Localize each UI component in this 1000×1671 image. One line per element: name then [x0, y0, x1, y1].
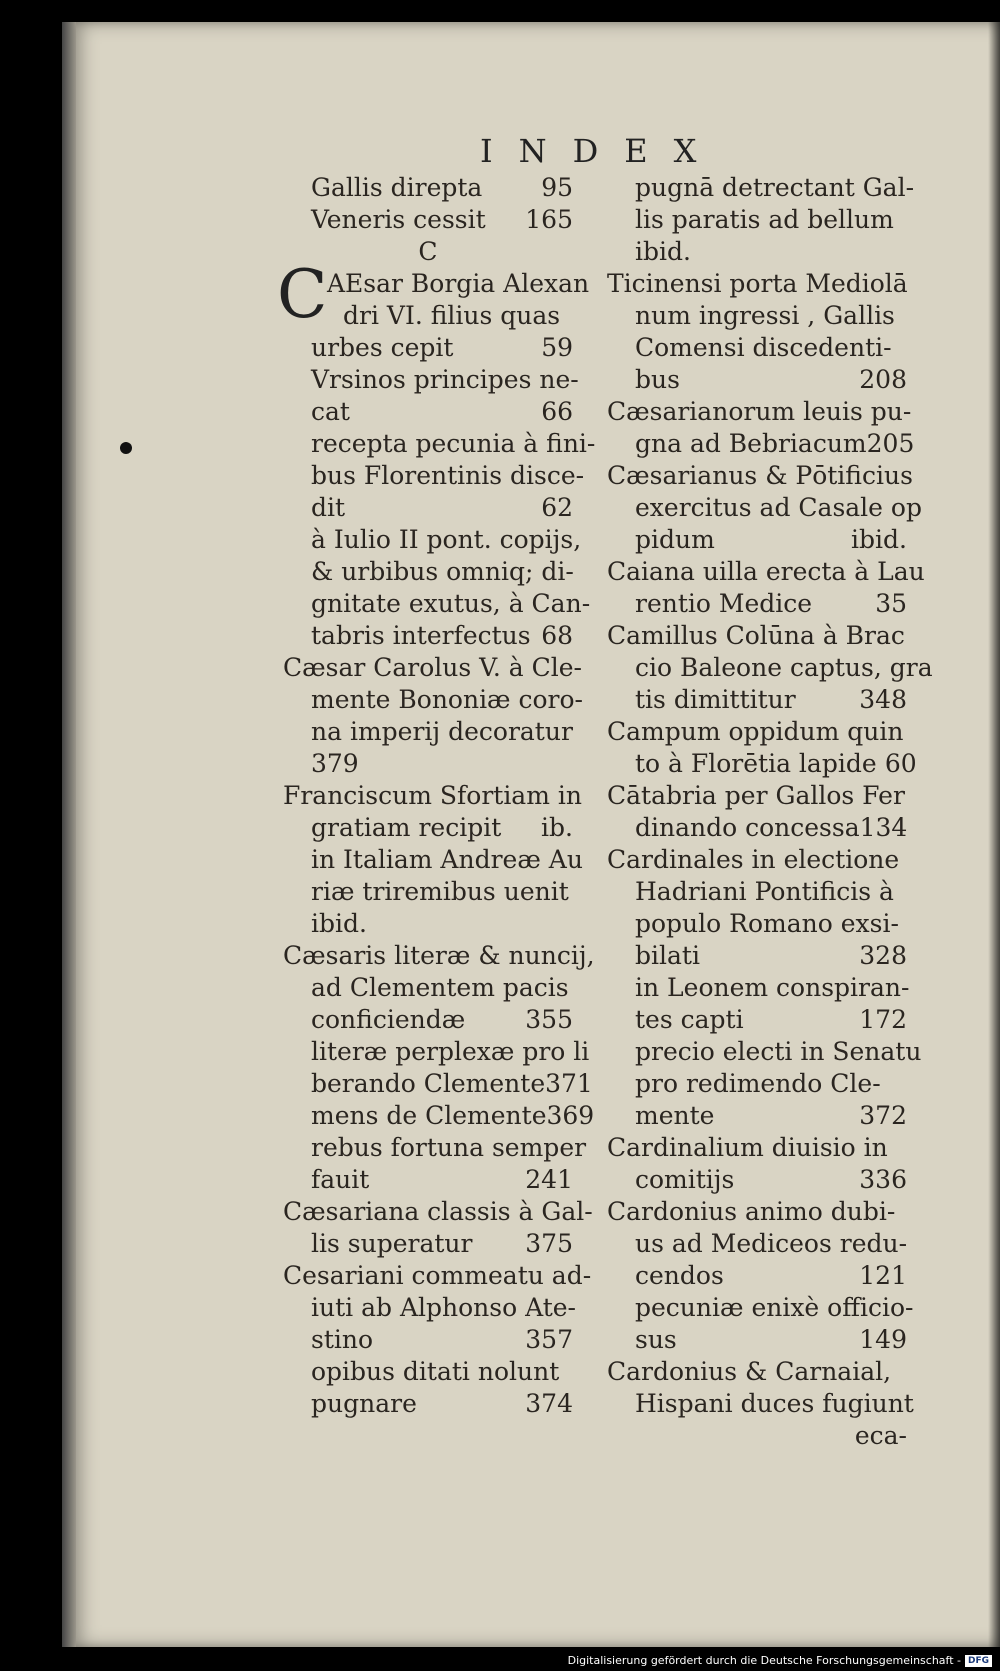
entry-text: Ticinensi porta Mediolā — [607, 269, 908, 298]
index-entry — [283, 940, 595, 972]
entry-text: C — [418, 237, 438, 266]
entry-text: dit — [311, 493, 346, 522]
index-entry — [607, 940, 907, 972]
entry-text: Cardinales in electione — [607, 845, 900, 874]
index-entry — [283, 1132, 587, 1164]
index-entry — [607, 556, 925, 588]
index-entry — [607, 780, 907, 812]
entry-page-number: 134 — [859, 813, 908, 842]
entry-text: gnitate exutus, à Can- — [311, 589, 591, 618]
entry-text: rebus fortuna semper — [311, 1133, 587, 1162]
entry-page-number: 60 — [884, 749, 917, 778]
index-entry — [283, 524, 582, 556]
entry-text: Cæsar Carolus V. à Cle- — [283, 653, 582, 682]
index-entry — [283, 172, 573, 204]
index-entry — [607, 652, 933, 684]
index-entry — [283, 1036, 590, 1068]
entry-page-number: 121 — [859, 1261, 907, 1290]
index-entry — [607, 492, 922, 524]
entry-page-number: 95 — [541, 173, 573, 202]
entry-text: bilati — [635, 941, 700, 970]
index-entry — [607, 1164, 907, 1196]
entry-text: fauit — [311, 1165, 370, 1194]
entry-text: to à Florētia lapide — [635, 749, 877, 778]
entry-text: exercitus ad Casale op — [635, 493, 922, 522]
entry-text: gna ad Bebriacum — [635, 429, 867, 458]
entry-page-number: 62 — [541, 493, 573, 522]
entry-text: Cæsaris literæ & nuncij, — [283, 941, 595, 970]
index-entry — [607, 972, 910, 1004]
entry-text: & urbibus omniq; di- — [311, 557, 574, 586]
entry-page-number: 205 — [866, 429, 915, 458]
index-entry — [607, 396, 912, 428]
entry-text: bus — [635, 365, 680, 394]
entry-text: riæ triremibus uenit — [311, 877, 569, 906]
entry-text: populo Romano exsi- — [635, 909, 899, 938]
entry-text: ibid. — [311, 909, 367, 938]
entry-text: AEsar Borgia Alexan — [327, 269, 590, 298]
entry-page-number: 59 — [541, 333, 573, 362]
entry-text: ibid. — [635, 237, 691, 266]
dfg-logo: DFG — [965, 1655, 992, 1667]
entry-text: mens de Clemente — [311, 1101, 547, 1130]
index-entry — [283, 492, 573, 524]
entry-text: Camillus Colūna à Brac — [607, 621, 905, 650]
index-entry — [607, 300, 907, 332]
index-entry — [607, 1196, 907, 1228]
entry-text: berando Clemente — [311, 1069, 546, 1098]
index-entry — [607, 1356, 907, 1388]
index-entry — [607, 1036, 922, 1068]
entry-page-number: 165 — [525, 205, 573, 234]
entry-text: Gallis direpta — [311, 173, 483, 202]
index-entry — [283, 460, 585, 492]
index-entry — [283, 876, 573, 908]
entry-text: tes capti — [635, 1005, 744, 1034]
entry-page-number: 149 — [859, 1325, 907, 1354]
index-entry — [607, 268, 907, 300]
entry-text: in Italiam Andreæ Au — [311, 845, 583, 874]
entry-text: gratiam recipit — [311, 813, 502, 842]
entry-page-number: 68 — [541, 621, 573, 650]
entry-text: à Iulio II pont. copijs, — [311, 525, 582, 554]
entry-text: pro redimendo Cle- — [635, 1069, 881, 1098]
entry-text: cat — [311, 397, 350, 426]
index-entry — [607, 908, 907, 940]
entry-page-number: 372 — [859, 1101, 907, 1130]
entry-text: recepta pecunia à fini- — [311, 429, 596, 458]
footer-text: Digitalisierung gefördert durch die Deutsche Forschungsgemeinschaft - — [567, 1654, 961, 1667]
entry-page-number: 172 — [859, 1005, 907, 1034]
index-entry — [283, 364, 579, 396]
index-entry — [283, 1228, 573, 1260]
index-entry — [283, 812, 573, 844]
index-entry — [607, 332, 907, 364]
entry-text: iuti ab Alphonso Ate- — [311, 1293, 576, 1322]
drop-cap: C — [277, 256, 328, 333]
entry-text: sus — [635, 1325, 677, 1354]
index-entry — [607, 1004, 907, 1036]
index-entry — [607, 460, 913, 492]
entry-page-number: 375 — [525, 1229, 573, 1258]
entry-text: comitijs — [635, 1165, 735, 1194]
index-entry — [607, 1132, 907, 1164]
entry-page-number: 208 — [859, 365, 907, 394]
entry-text: Cæsarianus & Pōtificius — [607, 461, 913, 490]
entry-text: stino — [311, 1325, 374, 1354]
entry-text: Cardonius & Carnaial, — [607, 1357, 892, 1386]
entry-page-number: 336 — [859, 1165, 907, 1194]
entry-text: rentio Medice — [635, 589, 813, 618]
entry-text: Comensi discedenti- — [635, 333, 892, 362]
index-entry — [283, 1356, 573, 1388]
index-entry — [283, 1292, 576, 1324]
entry-text: tis dimittitur — [635, 685, 796, 714]
entry-text: opibus ditati nolunt — [311, 1357, 560, 1386]
entry-text: pidum — [635, 525, 715, 554]
entry-text: dinando concessa — [635, 813, 860, 842]
index-entry — [607, 364, 907, 396]
entry-text: Hadriani Pontificis à — [635, 877, 894, 906]
index-entry — [283, 908, 573, 940]
entry-page-number: 348 — [859, 685, 907, 714]
index-entry — [283, 652, 582, 684]
index-entry — [283, 1068, 593, 1100]
index-entry — [607, 588, 907, 620]
page-edge — [62, 22, 76, 1647]
index-entry — [607, 812, 907, 844]
index-entry — [607, 204, 907, 236]
index-entry — [607, 1292, 914, 1324]
index-entry — [607, 1068, 907, 1100]
entry-page-number: 66 — [541, 397, 573, 426]
entry-text: precio electi in Senatu — [635, 1037, 922, 1066]
index-entry — [283, 844, 583, 876]
index-entry — [607, 876, 907, 908]
index-entry — [283, 716, 573, 748]
index-entry — [607, 1100, 907, 1132]
index-entry — [283, 620, 573, 652]
entry-text: conficiendæ — [311, 1005, 466, 1034]
entry-text: cio Baleone captus, gra — [635, 653, 933, 682]
entry-text: in Leonem conspiran- — [635, 973, 910, 1002]
entry-text: mente — [635, 1101, 715, 1130]
entry-text: dri VI. filius quas — [343, 301, 561, 330]
index-entry — [283, 588, 591, 620]
entry-text: Caiana uilla erecta à Lau — [607, 557, 925, 586]
index-entry — [283, 780, 582, 812]
entry-text: pugnā detrectant Gal- — [635, 173, 915, 202]
entry-text: tabris interfectus — [311, 621, 531, 650]
entry-text: Veneris cessit — [311, 205, 486, 234]
index-entry — [607, 620, 907, 652]
index-entry — [607, 1388, 914, 1420]
catchword: eca- — [854, 1421, 907, 1450]
index-entry — [607, 748, 917, 780]
index-entry — [283, 684, 584, 716]
index-entry — [283, 1260, 592, 1292]
index-entry — [283, 1388, 573, 1420]
entry-page-number: 355 — [525, 1005, 573, 1034]
ink-spot — [120, 442, 132, 454]
index-entry — [283, 396, 573, 428]
index-entry — [607, 1324, 907, 1356]
entry-text: Campum oppidum quin — [607, 717, 904, 746]
index-column-right — [607, 172, 933, 1452]
index-entry — [283, 1164, 573, 1196]
index-entry — [607, 172, 915, 204]
index-entry — [607, 428, 915, 460]
entry-text: lis paratis ad bellum — [635, 205, 894, 234]
entry-text: Franciscum Sfortiam in — [283, 781, 582, 810]
entry-page-number: ib. — [541, 813, 573, 842]
index-entry — [283, 428, 596, 460]
index-entry — [283, 1324, 573, 1356]
page-shadow — [988, 22, 1000, 1647]
index-entry — [283, 204, 573, 236]
entry-text: Cesariani commeatu ad- — [283, 1261, 592, 1290]
index-column-left — [277, 172, 596, 1420]
entry-text: Cardonius animo dubi- — [607, 1197, 896, 1226]
entry-text: pugnare — [311, 1389, 417, 1418]
entry-page-number: 371 — [545, 1069, 593, 1098]
entry-text: Cæsariana classis à Gal- — [283, 1197, 593, 1226]
entry-text: 379 — [311, 749, 359, 778]
index-entry — [283, 748, 573, 780]
entry-text: bus Florentinis disce- — [311, 461, 585, 490]
index-entry — [607, 844, 907, 876]
entry-page-number: ibid. — [851, 525, 907, 554]
entry-text: Vrsinos principes ne- — [311, 365, 579, 394]
entry-text: us ad Mediceos redu- — [635, 1229, 908, 1258]
footer — [568, 1654, 992, 1667]
entry-page-number: 328 — [859, 941, 907, 970]
entry-text: lis superatur — [311, 1229, 473, 1258]
entry-page-number: 369 — [546, 1101, 595, 1130]
index-entry — [607, 716, 907, 748]
entry-page-number: 374 — [525, 1389, 573, 1418]
entry-text: Cātabria per Gallos Fer — [607, 781, 905, 810]
index-entry — [607, 236, 907, 268]
index-entry — [607, 1228, 907, 1260]
entry-text: mente Bononiæ coro- — [311, 685, 584, 714]
entry-text: Cardinalium diuisio in — [607, 1133, 888, 1162]
entry-page-number: 241 — [525, 1165, 573, 1194]
entry-text: ad Clementem pacis — [311, 973, 569, 1002]
entry-text: cendos — [635, 1261, 724, 1290]
entry-text: Cæsarianorum leuis pu- — [607, 397, 912, 426]
entry-text: literæ perplexæ pro li — [311, 1037, 590, 1066]
index-entry — [283, 972, 573, 1004]
entry-page-number: 357 — [525, 1325, 573, 1354]
index-entry — [283, 1100, 595, 1132]
entry-text: na imperij decoratur — [311, 717, 573, 746]
entry-text: num ingressi , Gallis — [635, 301, 895, 330]
index-entry — [283, 556, 573, 588]
index-entry — [283, 332, 573, 364]
entry-text: Hispani duces fugiunt — [635, 1389, 914, 1418]
entry-page-number: 35 — [875, 589, 907, 618]
index-entry — [607, 524, 907, 556]
index-entry — [283, 1004, 573, 1036]
index-entry — [283, 1196, 593, 1228]
index-entry — [607, 1260, 907, 1292]
index-entry — [607, 684, 907, 716]
entry-text: urbes cepit — [311, 333, 454, 362]
entry-text: pecuniæ enixè officio- — [635, 1293, 914, 1322]
page-header: INDEX — [480, 132, 723, 170]
